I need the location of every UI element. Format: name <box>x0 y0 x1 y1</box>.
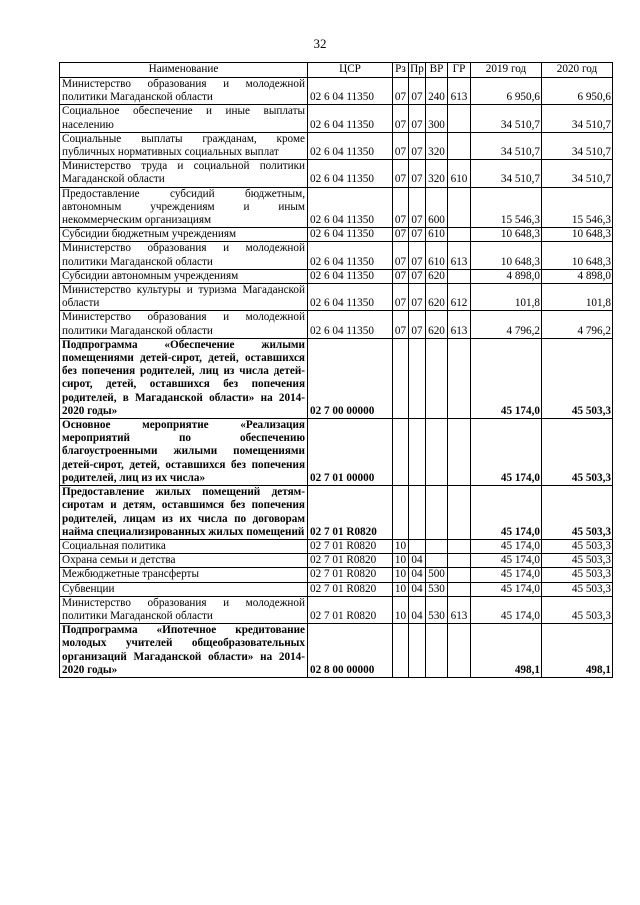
cell-2020: 34 510,7 <box>542 105 613 132</box>
cell-2020: 10 648,3 <box>542 242 613 269</box>
cell-name: Министерство труда и социальной политики Магаданской области <box>60 160 308 187</box>
cell-pr: 04 <box>409 596 426 623</box>
cell-csr: 02 7 01 R0820 <box>308 596 393 623</box>
cell-name: Подпрограмма «Обеспечение жилыми помещениями детей-сирот, детей, оставшихся без попечения родителей, лиц из числа детей-сирот, детей, оставшихся без попечения родителей, в Магаданской области» на 2014-2020 годы» <box>60 338 308 418</box>
table-row <box>60 582 613 596</box>
cell-pr: 07 <box>409 284 426 311</box>
cell-name: Социальная политика <box>60 539 308 553</box>
cell-name: Министерство образования и молодежной политики Магаданской области <box>60 242 308 269</box>
cell-2020: 34 510,7 <box>542 132 613 159</box>
table-row <box>60 311 613 338</box>
cell-pr <box>409 338 426 418</box>
cell-rz: 10 <box>393 568 409 582</box>
cell-csr: 02 7 01 R0820 <box>308 582 393 596</box>
cell-name: Субсидии автономным учреждениям <box>60 269 308 283</box>
cell-2019: 15 546,3 <box>471 187 542 228</box>
table-row <box>60 554 613 568</box>
cell-vr: 530 <box>426 596 448 623</box>
cell-gr: 613 <box>448 596 471 623</box>
cell-name: Министерство образования и молодежной политики Магаданской области <box>60 311 308 338</box>
table-row <box>60 160 613 187</box>
cell-gr: 612 <box>448 284 471 311</box>
cell-2019: 34 510,7 <box>471 160 542 187</box>
cell-2019: 34 510,7 <box>471 132 542 159</box>
cell-vr: 530 <box>426 582 448 596</box>
cell-2019: 45 174,0 <box>471 596 542 623</box>
cell-2020: 45 503,3 <box>542 486 613 540</box>
cell-rz <box>393 419 409 486</box>
cell-rz: 07 <box>393 228 409 242</box>
cell-2019: 45 174,0 <box>471 338 542 418</box>
cell-name: Министерство образования и молодежной политики Магаданской области <box>60 596 308 623</box>
cell-csr: 02 7 01 R0820 <box>308 539 393 553</box>
cell-vr <box>426 539 448 553</box>
cell-2020: 45 503,3 <box>542 419 613 486</box>
cell-gr <box>448 269 471 283</box>
cell-name: Межбюджетные трансферты <box>60 568 308 582</box>
cell-gr <box>448 624 471 678</box>
cell-2020: 101,8 <box>542 284 613 311</box>
cell-rz: 07 <box>393 160 409 187</box>
table-header-row <box>60 63 613 78</box>
table-row <box>60 568 613 582</box>
cell-gr <box>448 582 471 596</box>
cell-gr <box>448 554 471 568</box>
cell-name: Субсидии бюджетным учреждениям <box>60 228 308 242</box>
cell-vr: 620 <box>426 269 448 283</box>
cell-pr <box>409 624 426 678</box>
cell-name: Предоставление субсидий бюджетным, автономным учреждениям и иным некоммерческим организациям <box>60 187 308 228</box>
cell-gr: 613 <box>448 311 471 338</box>
cell-pr: 07 <box>409 269 426 283</box>
cell-gr <box>448 568 471 582</box>
cell-rz: 10 <box>393 539 409 553</box>
cell-csr: 02 7 01 R0820 <box>308 554 393 568</box>
cell-pr: 07 <box>409 311 426 338</box>
cell-rz: 07 <box>393 105 409 132</box>
table-row <box>60 242 613 269</box>
header-vr: ВР <box>426 63 448 78</box>
header-pr: Пр <box>409 63 426 78</box>
cell-vr <box>426 419 448 486</box>
table-row <box>60 596 613 623</box>
cell-name: Социальное обеспечение и иные выплаты населению <box>60 105 308 132</box>
cell-2020: 45 503,3 <box>542 582 613 596</box>
cell-csr: 02 8 00 00000 <box>308 624 393 678</box>
cell-vr <box>426 624 448 678</box>
cell-gr <box>448 486 471 540</box>
cell-csr: 02 6 04 11350 <box>308 78 393 105</box>
table-row <box>60 419 613 486</box>
cell-csr: 02 7 01 00000 <box>308 419 393 486</box>
table-row <box>60 105 613 132</box>
cell-csr: 02 7 01 R0820 <box>308 568 393 582</box>
cell-rz: 07 <box>393 242 409 269</box>
header-gr: ГР <box>448 63 471 78</box>
table-row <box>60 539 613 553</box>
cell-vr <box>426 486 448 540</box>
cell-2020: 498,1 <box>542 624 613 678</box>
cell-gr: 610 <box>448 160 471 187</box>
table-row <box>60 78 613 105</box>
cell-rz: 07 <box>393 132 409 159</box>
cell-pr <box>409 539 426 553</box>
cell-vr: 620 <box>426 284 448 311</box>
cell-gr <box>448 338 471 418</box>
table-row <box>60 228 613 242</box>
cell-2019: 45 174,0 <box>471 554 542 568</box>
cell-rz: 10 <box>393 582 409 596</box>
cell-2019: 45 174,0 <box>471 539 542 553</box>
cell-vr: 300 <box>426 105 448 132</box>
cell-gr: 613 <box>448 78 471 105</box>
cell-csr: 02 7 01 R0820 <box>308 486 393 540</box>
cell-pr: 07 <box>409 78 426 105</box>
cell-2020: 4 796,2 <box>542 311 613 338</box>
table-row <box>60 624 613 678</box>
header-2019: 2019 год <box>471 63 542 78</box>
cell-vr: 320 <box>426 132 448 159</box>
cell-rz: 07 <box>393 187 409 228</box>
cell-pr: 07 <box>409 228 426 242</box>
cell-csr: 02 6 04 11350 <box>308 311 393 338</box>
cell-2020: 34 510,7 <box>542 160 613 187</box>
cell-csr: 02 6 04 11350 <box>308 228 393 242</box>
cell-name: Министерство образования и молодежной политики Магаданской области <box>60 78 308 105</box>
cell-vr: 320 <box>426 160 448 187</box>
table-body <box>60 78 613 678</box>
cell-rz: 07 <box>393 269 409 283</box>
cell-csr: 02 6 04 11350 <box>308 187 393 228</box>
budget-table <box>59 62 613 678</box>
cell-csr: 02 6 04 11350 <box>308 269 393 283</box>
cell-csr: 02 6 04 11350 <box>308 160 393 187</box>
cell-gr <box>448 419 471 486</box>
cell-name: Предоставление жилых помещений детям-сиротам и детям, оставшимся без попечения родителей, лицам из их числа по договорам найма специализированных жилых помещений <box>60 486 308 540</box>
cell-rz: 07 <box>393 311 409 338</box>
cell-vr: 620 <box>426 311 448 338</box>
cell-pr <box>409 419 426 486</box>
cell-pr: 07 <box>409 242 426 269</box>
cell-pr: 04 <box>409 554 426 568</box>
table-row <box>60 284 613 311</box>
page-number: 32 <box>313 36 327 51</box>
cell-csr: 02 7 00 00000 <box>308 338 393 418</box>
cell-2020: 10 648,3 <box>542 228 613 242</box>
cell-2019: 34 510,7 <box>471 105 542 132</box>
cell-name: Социальные выплаты гражданам, кроме публичных нормативных социальных выплат <box>60 132 308 159</box>
header-csr: ЦСР <box>308 63 393 78</box>
cell-rz: 07 <box>393 78 409 105</box>
cell-gr <box>448 105 471 132</box>
cell-2020: 45 503,3 <box>542 539 613 553</box>
cell-name: Субвенции <box>60 582 308 596</box>
cell-gr <box>448 539 471 553</box>
table-row <box>60 132 613 159</box>
table-row <box>60 187 613 228</box>
cell-name: Охрана семьи и детства <box>60 554 308 568</box>
cell-rz: 07 <box>393 284 409 311</box>
cell-pr: 04 <box>409 568 426 582</box>
cell-2019: 10 648,3 <box>471 242 542 269</box>
cell-vr <box>426 554 448 568</box>
cell-csr: 02 6 04 11350 <box>308 132 393 159</box>
table-row <box>60 269 613 283</box>
cell-2019: 6 950,6 <box>471 78 542 105</box>
cell-name: Основное мероприятие «Реализация мероприятий по обеспечению благоустроенными жилыми помещениями детей-сирот, детей, оставшихся без попечения родителей, лиц из их числа» <box>60 419 308 486</box>
header-name: Наименование <box>60 63 308 78</box>
cell-2019: 45 174,0 <box>471 582 542 596</box>
cell-2019: 498,1 <box>471 624 542 678</box>
cell-2020: 15 546,3 <box>542 187 613 228</box>
cell-2020: 4 898,0 <box>542 269 613 283</box>
cell-rz <box>393 486 409 540</box>
header-2020: 2020 год <box>542 63 613 78</box>
cell-vr: 610 <box>426 228 448 242</box>
cell-pr: 07 <box>409 187 426 228</box>
cell-2020: 45 503,3 <box>542 338 613 418</box>
cell-2019: 101,8 <box>471 284 542 311</box>
cell-2019: 4 898,0 <box>471 269 542 283</box>
cell-vr: 500 <box>426 568 448 582</box>
cell-vr: 610 <box>426 242 448 269</box>
cell-vr <box>426 338 448 418</box>
cell-gr <box>448 187 471 228</box>
cell-pr: 07 <box>409 105 426 132</box>
cell-vr: 240 <box>426 78 448 105</box>
cell-2020: 45 503,3 <box>542 568 613 582</box>
table-row <box>60 486 613 540</box>
table-row <box>60 338 613 418</box>
cell-csr: 02 6 04 11350 <box>308 105 393 132</box>
cell-pr <box>409 486 426 540</box>
cell-pr: 07 <box>409 132 426 159</box>
cell-2020: 6 950,6 <box>542 78 613 105</box>
cell-vr: 600 <box>426 187 448 228</box>
cell-pr: 04 <box>409 582 426 596</box>
cell-rz <box>393 624 409 678</box>
cell-name: Подпрограмма «Ипотечное кредитование молодых учителей общеобразовательных организаций Магаданской области» на 2014-2020 годы» <box>60 624 308 678</box>
cell-2020: 45 503,3 <box>542 596 613 623</box>
cell-2019: 4 796,2 <box>471 311 542 338</box>
cell-2020: 45 503,3 <box>542 554 613 568</box>
cell-2019: 45 174,0 <box>471 568 542 582</box>
cell-2019: 10 648,3 <box>471 228 542 242</box>
header-rz: Рз <box>393 63 409 78</box>
cell-gr: 613 <box>448 242 471 269</box>
cell-csr: 02 6 04 11350 <box>308 242 393 269</box>
cell-rz <box>393 338 409 418</box>
cell-pr: 07 <box>409 160 426 187</box>
cell-rz: 10 <box>393 554 409 568</box>
cell-csr: 02 6 04 11350 <box>308 284 393 311</box>
cell-gr <box>448 228 471 242</box>
cell-gr <box>448 132 471 159</box>
cell-2019: 45 174,0 <box>471 486 542 540</box>
cell-2019: 45 174,0 <box>471 419 542 486</box>
cell-rz: 10 <box>393 596 409 623</box>
cell-name: Министерство культуры и туризма Магаданской области <box>60 284 308 311</box>
